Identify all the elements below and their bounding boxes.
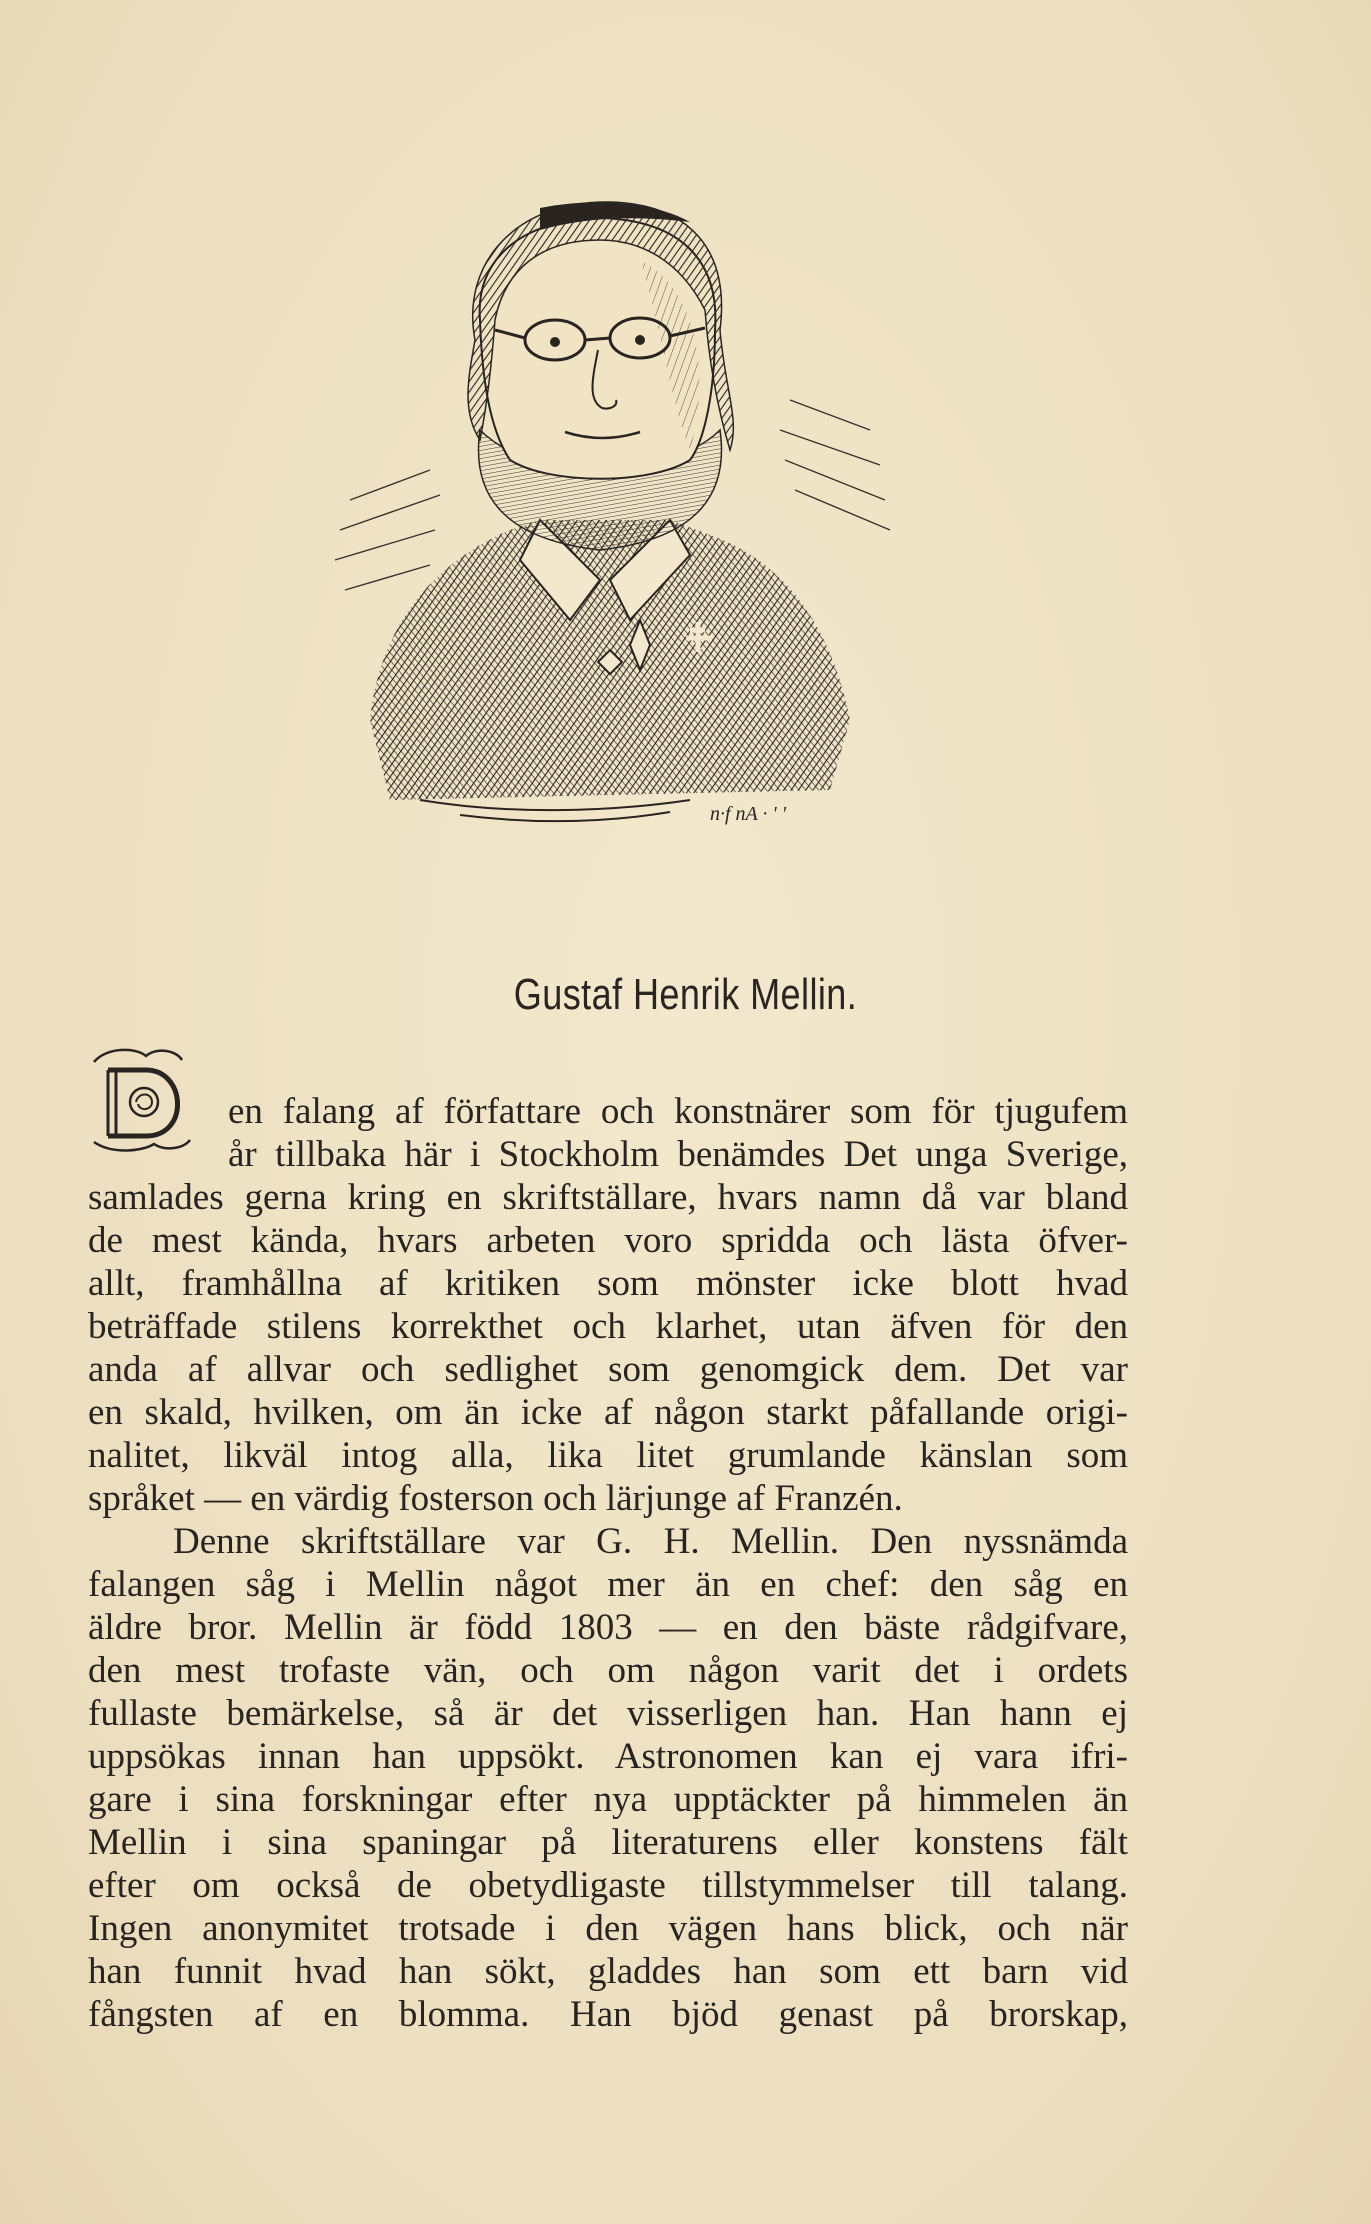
text-line: de mest kända, hvars arbeten voro spridda och lästa öfver- — [88, 1220, 1128, 1261]
text-line: fullaste bemärkelse, så är det visserligen han. Han hann ej — [88, 1693, 1128, 1734]
article-body — [88, 1090, 1128, 2036]
portrait-caption: Gustaf Henrik Mellin. — [513, 970, 858, 1019]
text-line: samlades gerna kring en skriftställare, hvars namn då var bland — [88, 1177, 1128, 1218]
text-line: en skald, hvilken, om än icke af någon starkt påfallande origi- — [88, 1392, 1128, 1433]
text-line: efter om också de obetydligaste tillstymmelser till talang. — [88, 1865, 1128, 1906]
text-line: äldre bror. Mellin är född 1803 — en den bäste rådgifvare, — [88, 1607, 1128, 1648]
decorative-initial-d — [86, 1042, 206, 1162]
text-line: anda af allvar och sedlighet som genomgick dem. Det var — [88, 1349, 1128, 1390]
svg-text:n·f nA · ' ': n·f nA · ' ' — [710, 803, 786, 825]
text-line: år tillbaka här i Stockholm benämdes Det unga Sverige, — [228, 1134, 1128, 1175]
engraved-portrait — [310, 200, 900, 860]
text-line: en falang af författare och konstnärer som för tjugufem — [228, 1091, 1128, 1132]
text-line: beträffade stilens korrekthet och klarhet, utan äfven för den — [88, 1306, 1128, 1347]
text-line: han funnit hvad han sökt, gladdes han som ett barn vid — [88, 1951, 1128, 1992]
text-line: fångsten af en blomma. Han bjöd genast på brorskap, — [88, 1994, 1128, 2035]
text-line: språket — en värdig fosterson och lärjunge af Franzén. — [88, 1478, 903, 1519]
text-line: gare i sina forskningar efter nya upptäckter på himmelen än — [88, 1779, 1128, 1820]
text-line: Ingen anonymitet trotsade i den vägen hans blick, och när — [88, 1908, 1128, 1949]
text-line: Denne skriftställare var G. H. Mellin. Den nyssnämda — [173, 1521, 1128, 1562]
text-line: uppsökas innan han uppsökt. Astronomen kan ej vara ifri- — [88, 1736, 1128, 1777]
text-line: allt, framhållna af kritiken som mönster icke blott hvad — [88, 1263, 1128, 1304]
text-line: nalitet, likväl intog alla, lika litet grumlande känslan som — [88, 1435, 1128, 1476]
text-line: falangen såg i Mellin något mer än en chef: den såg en — [88, 1564, 1128, 1605]
text-line: den mest trofaste vän, och om någon varit det i ordets — [88, 1650, 1128, 1691]
text-line: Mellin i sina spaningar på literaturens eller konstens fält — [88, 1822, 1128, 1863]
